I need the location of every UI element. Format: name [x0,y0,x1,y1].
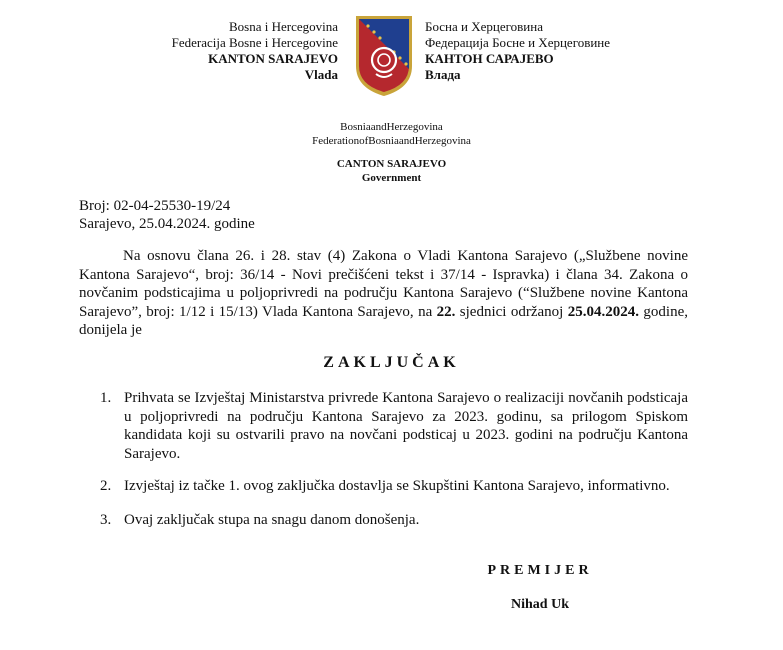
header-government: Vlada [304,67,338,82]
intro-session: 22. [436,303,456,320]
document-reference [79,197,255,233]
intro-paragraph [79,247,688,340]
list-item [100,477,688,496]
header-country-en: BosniaandHerzegovina [340,121,443,133]
intro-text-1: Na osnovu člana 26. i 28. stav (4) Zakona o Vladi Kantona Sarajevo („Službene novine Kantona Sarajevo“, broj: 36/14 - Novi prečišćeni tekst i 37/14 - Ispravka) i člana 34. Zakona o novčanim podsticajima u poljoprivredi na području Kantona Sarajevo (“Službene novine Kantona Sarajevo”, broj: 1/12 i 15/13) Vlada Kantona Sarajevo, na [79,248,688,320]
list-item [100,389,688,463]
intro-date: 25.04.2024. [567,303,639,320]
header-canton-cyr: КАНТОН САРАЈЕВО [425,51,554,66]
header-bosnian [172,19,338,83]
header-canton-en: CANTON SARAJEVO [336,158,447,170]
canton-coat-of-arms-logo [354,14,414,98]
list-item-text: Izvještaj iz tačke 1. ovog zaključka dostavlja se Skupštini Kantona Sarajevo, informativno. [124,478,670,494]
document-title: ZAKLJUČAK [323,354,460,371]
intro-text-2: sjednici održanoj [455,303,568,320]
intro-text-3: godine, donijela je [79,303,688,338]
header-canton: KANTON SARAJEVO [208,51,338,66]
header-government-en: Government [361,172,422,184]
list-item-text: Ovaj zaključak stupa na snagu danom donošenja. [124,512,420,528]
document-place-date: Sarajevo, 25.04.2024. godine [79,216,255,232]
list-item-number: 2. [100,478,112,494]
header-federation: Federacija Bosne i Hercegovine [171,35,338,50]
header-federation-cyr: Федерација Босне и Херцеговине [425,35,611,50]
signature-title: PREMIJER [487,563,593,578]
list-item-number: 3. [100,512,112,528]
list-item-number: 1. [100,390,112,406]
list-item [100,511,688,530]
header-english [0,120,783,185]
header-country: Bosna i Hercegovina [228,19,338,34]
header-country-cyr: Босна и Херцеговина [425,19,543,34]
header-government-cyr: Влада [425,67,461,82]
document-number: Broj: 02-04-25530-19/24 [79,198,231,214]
signature-name: Nihad Uk [511,597,569,612]
list-item-text: Prihvata se Izvještaj Ministarstva privrede Kantona Sarajevo o realizaciji novčanih podsticaja u poljoprivredi na području Kantona Sarajevo za 2023. godinu, sa prilogom Spiskom kandidata koji su ostvarili pravo na novčani podsticaj u 2023. godini na području Kantona Sarajevo. [124,390,688,462]
header-cyrillic [425,19,610,83]
header-federation-en: FederationofBosniaandHerzegovina [312,135,471,147]
